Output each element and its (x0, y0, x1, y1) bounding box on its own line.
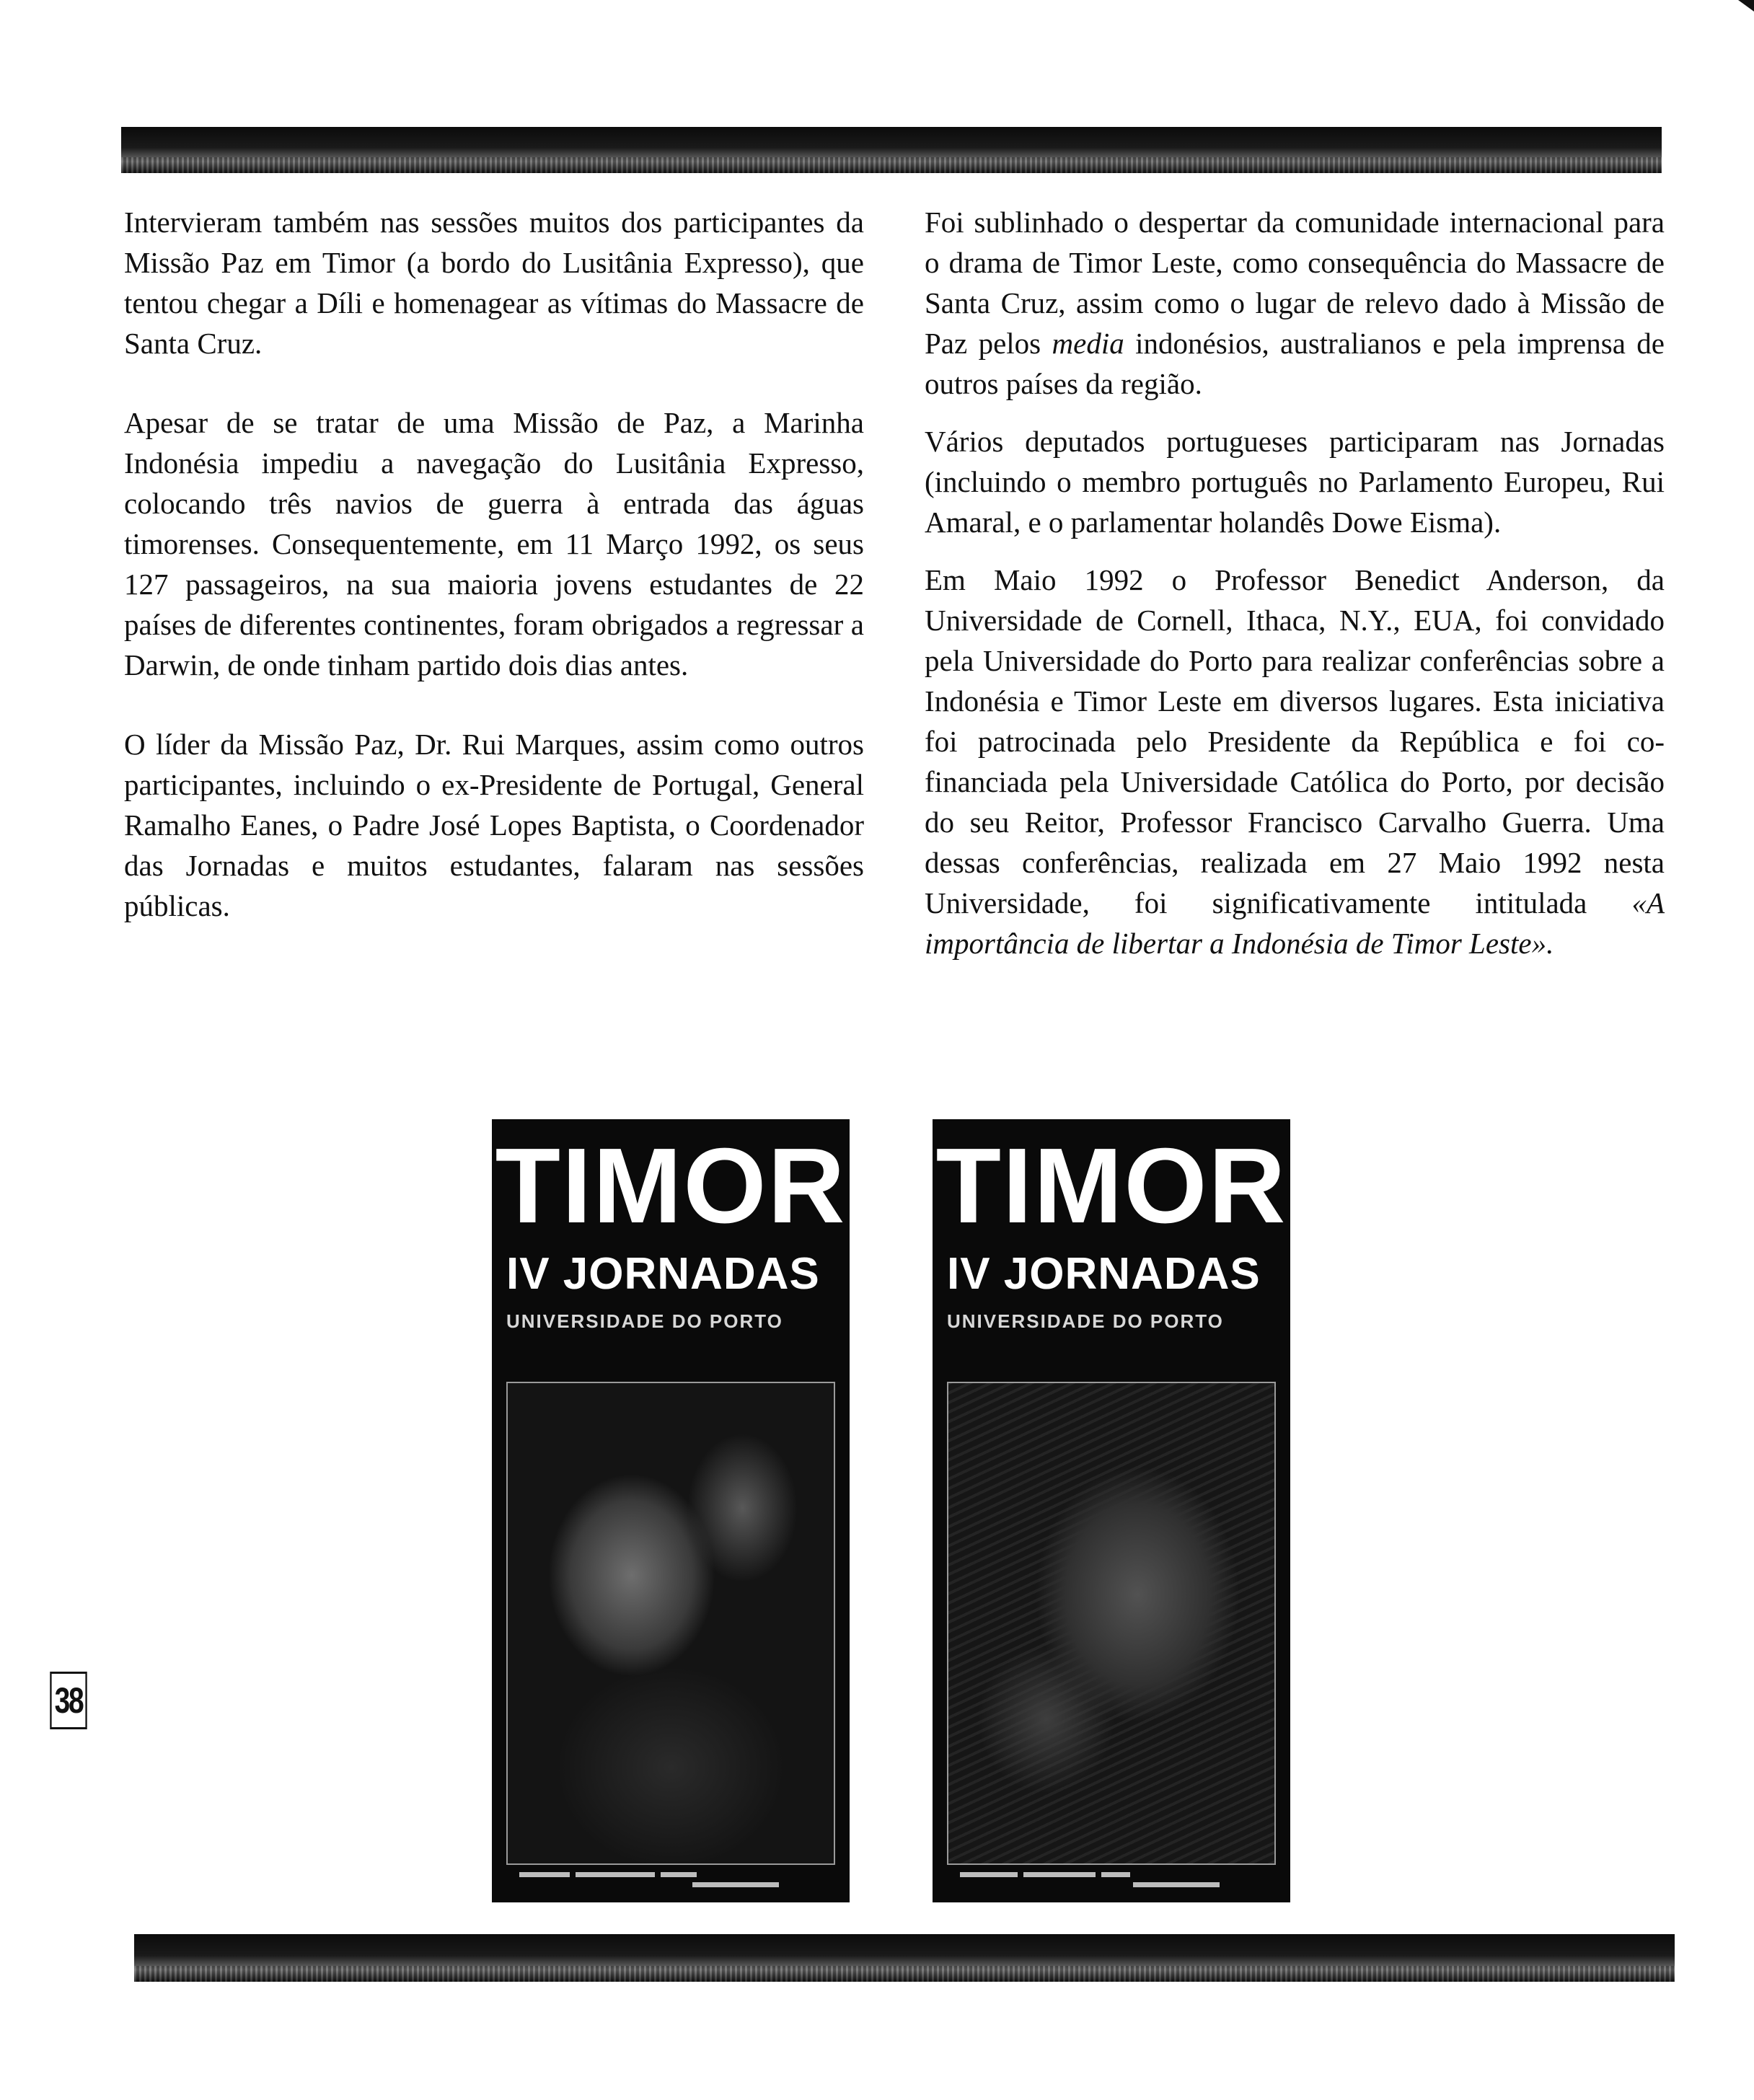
poster-caption (960, 1869, 1263, 1892)
conference-title: «A importância de libertar a Indonésia de Timor Leste». (925, 886, 1665, 960)
caption-mark (1023, 1872, 1096, 1877)
paragraph: Vários deputados portugueses participaram nas Jornadas (incluindo o membro português no Parlamento Europeu, Rui Amaral, e o parlamentar holandês Dowe Eisma). (925, 425, 1665, 539)
paragraph: Apesar de se tratar de uma Missão de Paz, a Marinha Indonésia impediu a navegação do Lusitânia Expresso, colocando três navios de guerra à entrada das águas timorenses. Consequentemente, em 11 Março 1992, os seus 127 passageiros, na sua maioria jovens estudantes de 22 países de diferentes continentes, foram obrigados a regressar a Darwin, de onde tinham partido dois dias antes. (124, 406, 864, 681)
paragraph (925, 560, 1665, 963)
header-bar (121, 127, 1662, 173)
right-column (925, 202, 1665, 981)
caption-mark (576, 1872, 655, 1877)
poster-photo (947, 1382, 1276, 1865)
footer-bar (134, 1934, 1675, 1982)
paragraph: Intervieram também nas sessões muitos dos participantes da Missão Paz em Timor (a bordo do Lusitânia Expresso), que tentou chegar a Díli e homenagear as vítimas do Massacre de Santa Cruz. (124, 206, 864, 360)
poster-institution: UNIVERSIDADE DO PORTO (506, 1310, 783, 1332)
paragraph (925, 202, 1665, 404)
poster-caption (519, 1869, 822, 1892)
page-number: 38 (50, 1672, 87, 1729)
left-column (124, 202, 864, 965)
caption-mark (1133, 1882, 1220, 1887)
poster-title: TIMOR (495, 1126, 847, 1245)
poster-subtitle: IV JORNADAS (506, 1249, 820, 1299)
caption-mark (519, 1872, 570, 1877)
poster-institution: UNIVERSIDADE DO PORTO (947, 1310, 1224, 1332)
text-run: Foi sublinhado o despertar da comunidade internacional para o drama de Timor Leste, como consequência do Massacre de Santa Cruz, assim como o lugar de relevo dado à Missão de Paz pelos (925, 206, 1665, 360)
poster-image (492, 1119, 850, 1902)
poster-image (933, 1119, 1290, 1902)
poster-title: TIMOR (935, 1126, 1287, 1245)
text-run: indonésios, australianos e pela imprensa de outros países da região. (925, 327, 1665, 400)
caption-mark (692, 1882, 779, 1887)
caption-mark (661, 1872, 697, 1877)
caption-mark (1101, 1872, 1130, 1877)
poster-subtitle: IV JORNADAS (947, 1249, 1261, 1299)
text-run: Em Maio 1992 o Professor Benedict Anderson, da Universidade de Cornell, Ithaca, N.Y., EUA, foi convidado pela Universidade do Porto para realizar conferências sobre a Indonésia e Timor Leste em diversos lugares. Esta iniciativa foi patrocinada pelo Presidente da República e foi co-financiada pela Universidade Católica do Porto, por decisão do seu Reitor, Professor Francisco Carvalho Guerra. Uma dessas conferências, realizada em 27 Maio 1992 nesta Universidade, foi significativamente intitulada (925, 563, 1665, 919)
poster-photo (506, 1382, 835, 1865)
italic-term: media (1052, 327, 1124, 360)
corner-mark (1738, 0, 1754, 12)
caption-mark (960, 1872, 1018, 1877)
paragraph: O líder da Missão Paz, Dr. Rui Marques, assim como outros participantes, incluindo o ex-Presidente de Portugal, General Ramalho Eanes, o Padre José Lopes Baptista, o Coordenador das Jornadas e muitos estudantes, falaram nas sessões públicas. (124, 728, 864, 922)
